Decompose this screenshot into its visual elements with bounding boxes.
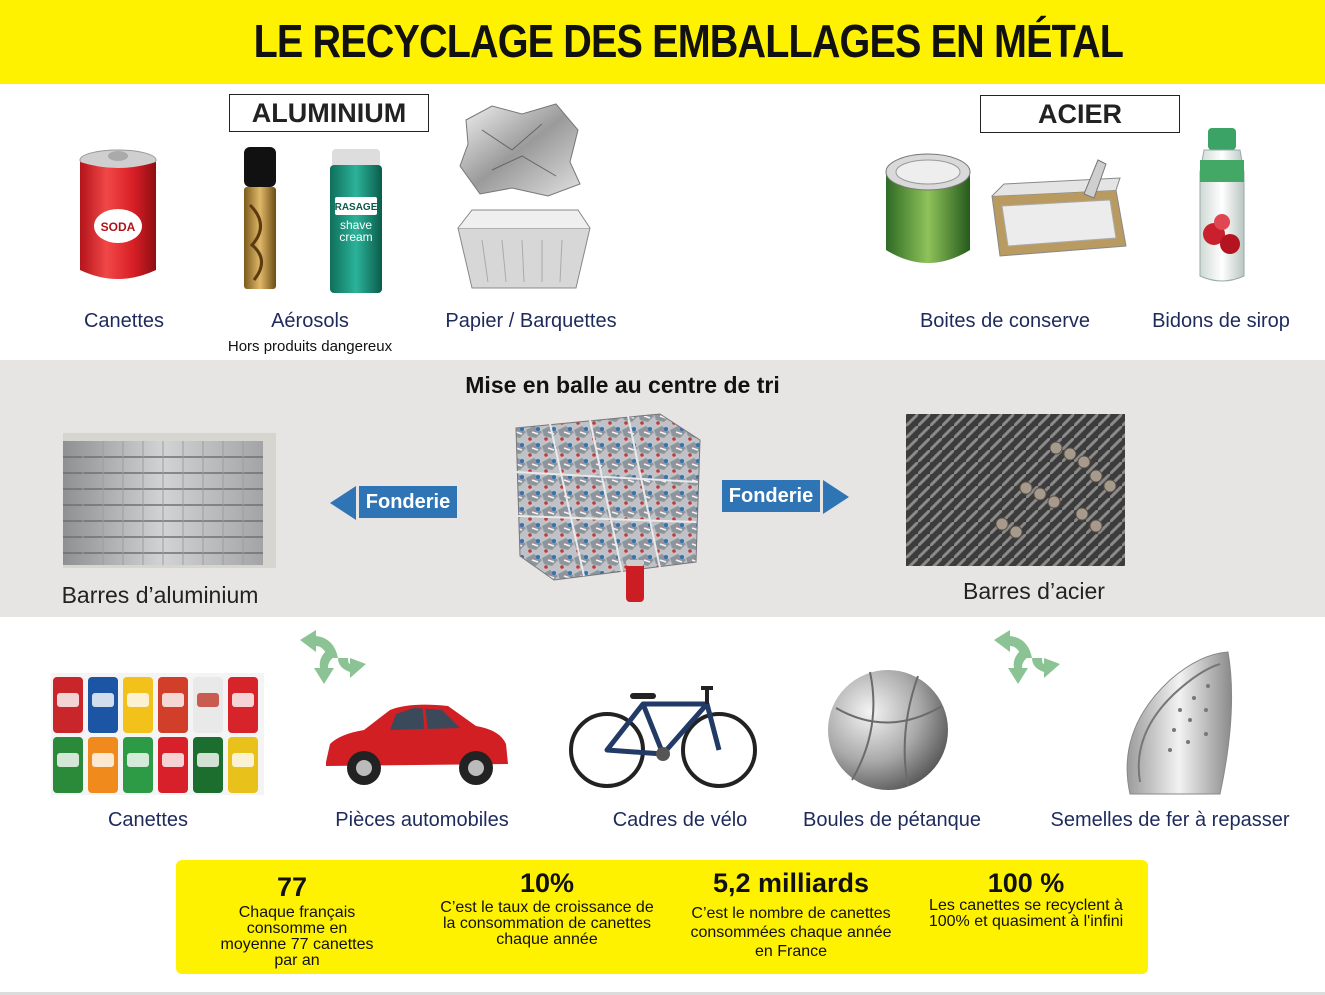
stat-value: 77 — [276, 872, 308, 902]
soda-can-label: SODA — [100, 220, 136, 234]
arrow-left-icon — [330, 486, 356, 520]
steel-cans-image — [884, 150, 1134, 272]
stat-value: 10% — [519, 868, 575, 898]
aerosol-cans-image — [240, 145, 390, 297]
stat-value: 5,2 milliards — [712, 868, 870, 898]
aerosol-shave-text: shave — [339, 218, 373, 232]
soda-can-image — [72, 138, 164, 290]
title-banner — [0, 0, 1325, 84]
arrow-right-icon — [823, 480, 849, 514]
stat-text: Les canettes se recyclent à 100% et quasiment à l'infini — [928, 897, 1124, 930]
stat-text: C’est le taux de croissance de la consommation de canettes chaque année — [440, 899, 654, 948]
label-bidons-sirop: Bidons de sirop — [1152, 310, 1290, 332]
steel-bars-image — [906, 414, 1125, 566]
label-canettes: Canettes — [83, 310, 165, 332]
syrup-bottle-image — [1196, 126, 1248, 286]
stat-value: 100 % — [987, 868, 1065, 898]
section-label-aluminium: ALUMINIUM — [229, 94, 429, 132]
stat-text: C’est le nombre de canettes consommées chaque année en France — [690, 905, 892, 960]
aerosol-cream-text: cream — [339, 230, 373, 244]
label-product-canettes: Canettes — [107, 809, 189, 831]
label-cadres-velo: Cadres de vélo — [612, 809, 748, 831]
sorting-title: Mise en balle au centre de tri — [465, 372, 780, 398]
label-pieces-automobiles: Pièces automobiles — [335, 809, 509, 831]
label-aerosols: Aérosols — [271, 310, 349, 332]
car-image — [320, 700, 510, 790]
aerosol-rasage-text: RASAGE — [334, 202, 378, 213]
compressed-bale-image — [510, 410, 705, 605]
page-title: LE RECYCLAGE DES EMBALLAGES EN MÉTAL — [253, 15, 1124, 67]
recycle-arrows-icon — [294, 628, 368, 686]
label-aerosols-note: Hors produits dangereux — [227, 338, 393, 355]
label-boites-conserve: Boites de conserve — [919, 310, 1091, 332]
stat-text: Chaque français consomme en moyenne 77 canettes par an — [220, 904, 374, 969]
label-barres-aluminium: Barres d’aluminium — [61, 582, 259, 608]
fonderie-right-label: Fonderie — [722, 480, 820, 512]
label-barres-acier: Barres d’acier — [963, 578, 1105, 604]
aluminium-bars-image — [63, 433, 276, 568]
label-boules-petanque: Boules de pétanque — [803, 809, 981, 831]
petanque-ball-image — [822, 668, 956, 796]
bicycle-image — [567, 670, 759, 792]
section-label-acier: ACIER — [980, 95, 1180, 133]
label-semelles-fer: Semelles de fer à repasser — [1050, 809, 1290, 831]
fonderie-left-label: Fonderie — [359, 486, 457, 518]
recycle-arrows-icon — [988, 628, 1062, 686]
label-papier-barquettes: Papier / Barquettes — [445, 310, 617, 332]
iron-soleplate-image — [1110, 650, 1242, 798]
cans-collection-image — [51, 673, 264, 795]
foil-tray-image — [452, 100, 597, 295]
